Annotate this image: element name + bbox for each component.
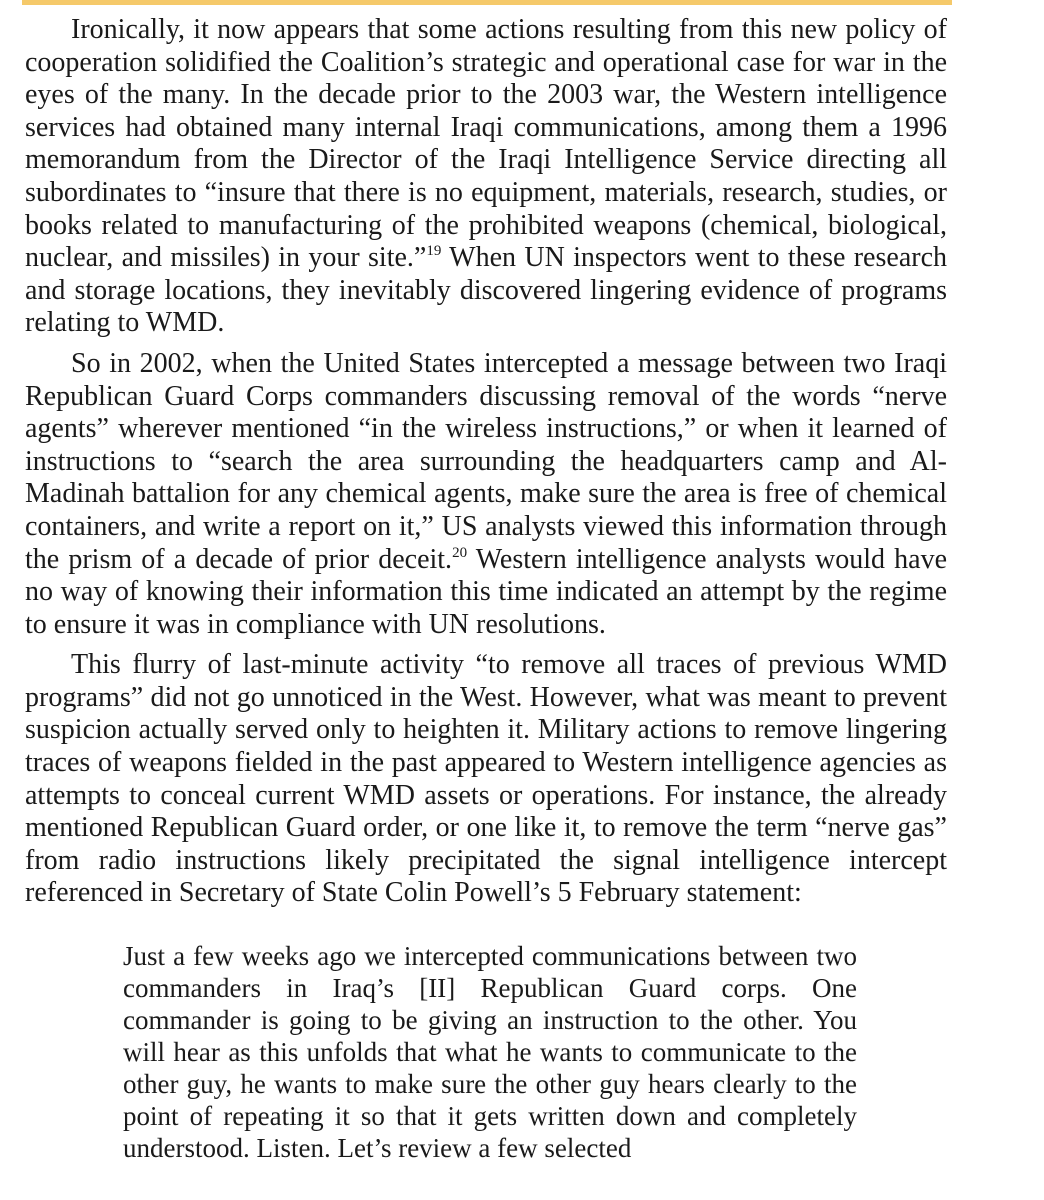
- paragraph-2-text: So in 2002, when the United States intercepted a message between two Iraqi Republican Guard Corps commanders discussing removal of the words “nerve agents” wherever mentioned “in the wireless instructions,” or when it learned of instructions to “search the area surrounding the headquarters camp and Al-Madinah battalion for any chemical agents, make sure the area is free of chemical containers, and write a report on it,” US analysts viewed this information through the prism of a decade of prior deceit.: [25, 347, 947, 575]
- paragraph-1-text-continued: When UN inspectors went to these research and storage locations, they inevitably discovered lingering evidence of programs relating to WMD.: [25, 242, 947, 339]
- paragraph-3-text: This flurry of last-minute activity “to remove all traces of previous WMD programs” did not go unnoticed in the West. However, what was meant to prevent suspicion actually served only to heighten it. Military actions to remove lingering traces of weapons fielded in the past appeared to Western intelligence agencies as attempts to conceal current WMD assets or operations. For instance, the already mentioned Republican Guard order, or one like it, to remove the term “nerve gas” from radio instructions likely precipitated the signal intelligence intercept referenced in Secretary of State Colin Powell’s 5 February statement:: [25, 649, 947, 909]
- paragraph-3: [25, 649, 947, 910]
- footnote-ref-20[interactable]: 20: [452, 544, 468, 561]
- block-quote-text: Just a few weeks ago we intercepted communications between two commanders in Iraq’s [II] Republican Guard corps. One commander is going to be giving an instruction to the other. You will hear as this unfolds that what he wants to communicate to the other guy, he wants to make sure the other guy hears clearly to the point of repeating it so that it gets written down and completely understood. Listen. Let’s review a few selected: [123, 941, 857, 1164]
- footnote-ref-19[interactable]: 19: [426, 243, 442, 260]
- paragraph-1-text: Ironically, it now appears that some actions resulting from this new policy of cooperation solidified the Coalition’s strategic and operational case for war in the eyes of the many. In the decade prior to the 2003 war, the Western intelligence services had obtained many internal Iraqi communications, among them a 1996 memorandum from the Director of the Iraqi Intelligence Service directing all subordinates to “insure that there is no equipment, materials, research, studies, or books related to manufacturing of the prohibited weapons (chemical, biological, nuclear, and missiles) in your site.”: [25, 14, 947, 274]
- paragraph-2-text-continued: Western intelligence analysts would have no way of knowing their information this time indicated an attempt by the regime to ensure it was in compliance with UN resolutions.: [25, 543, 947, 640]
- document-page: [25, 14, 947, 1164]
- block-quote: [123, 940, 857, 1164]
- paragraph-1: [25, 14, 947, 340]
- paragraph-2: [25, 348, 947, 641]
- top-accent-rule: [22, 0, 952, 5]
